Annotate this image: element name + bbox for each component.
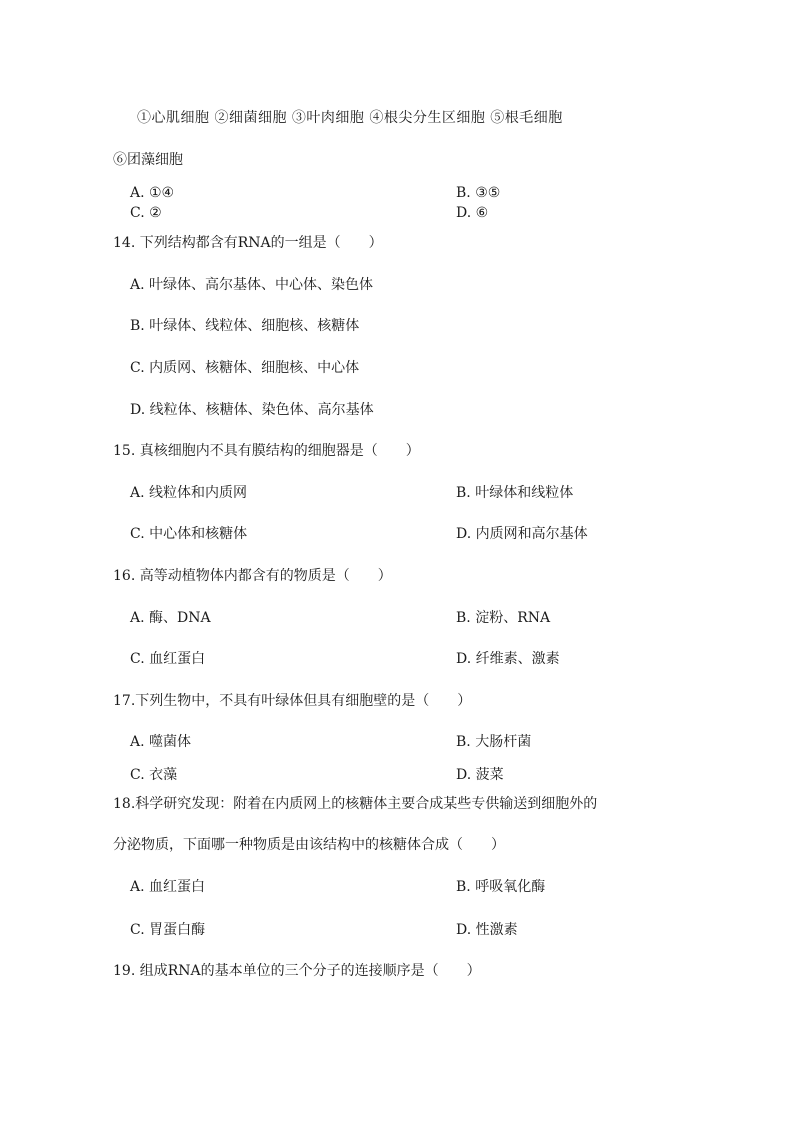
q18-stem-line-2: 分泌物质，下面哪一种物质是由该结构中的核糖体合成（ ） xyxy=(113,837,505,853)
q16-stem: 16. 高等动植物体内都含有的物质是（ ） xyxy=(113,568,392,584)
q13-cells-line: ①心肌细胞 ②细菌细胞 ③叶肉细胞 ④根尖分生区细胞 ⑤根毛细胞 xyxy=(137,110,563,126)
q16-option-a: A. 酶、DNA xyxy=(130,610,211,626)
q14-option-c: C. 内质网、核糖体、细胞核、中心体 xyxy=(130,360,360,376)
q13-option-c: C. ② xyxy=(130,205,162,221)
q13-cells-line-2: ⑥团藻细胞 xyxy=(113,152,183,168)
q13-option-a: A. ①④ xyxy=(130,185,175,201)
q17-stem: 17.下列生物中，不具有叶绿体但具有细胞壁的是（ ） xyxy=(113,693,472,709)
q13-option-d: D. ⑥ xyxy=(456,205,489,221)
q14-stem: 14. 下列结构都含有RNA的一组是（ ） xyxy=(113,235,383,251)
q16-option-d: D. 纤维素、激素 xyxy=(456,651,560,667)
q16-option-b: B. 淀粉、RNA xyxy=(456,610,551,626)
q15-stem: 15. 真核细胞内不具有膜结构的细胞器是（ ） xyxy=(113,443,420,459)
q17-option-a: A. 噬菌体 xyxy=(130,734,192,750)
q14-option-d: D. 线粒体、核糖体、染色体、高尔基体 xyxy=(130,402,374,418)
q17-option-d: D. 菠菜 xyxy=(456,767,504,783)
q14-option-a: A. 叶绿体、高尔基体、中心体、染色体 xyxy=(130,277,374,293)
q15-option-a: A. 线粒体和内质网 xyxy=(130,485,248,501)
q15-option-d: D. 内质网和高尔基体 xyxy=(456,526,588,542)
q17-option-b: B. 大肠杆菌 xyxy=(456,734,532,750)
q13-option-b: B. ③⑤ xyxy=(456,185,501,201)
q14-option-b: B. 叶绿体、线粒体、细胞核、核糖体 xyxy=(130,318,360,334)
q19-stem: 19. 组成RNA的基本单位的三个分子的连接顺序是（ ） xyxy=(113,963,481,979)
q15-option-b: B. 叶绿体和线粒体 xyxy=(456,485,574,501)
q17-option-c: C. 衣藻 xyxy=(130,767,178,783)
q16-option-c: C. 血红蛋白 xyxy=(130,651,206,667)
q18-option-d: D. 性激素 xyxy=(456,922,518,938)
q18-option-b: B. 呼吸氧化酶 xyxy=(456,879,546,895)
q18-stem-line-1: 18.科学研究发现：附着在内质网上的核糖体主要合成某些专供输送到细胞外的 xyxy=(113,796,598,812)
q18-option-a: A. 血红蛋白 xyxy=(130,879,206,895)
q18-option-c: C. 胃蛋白酶 xyxy=(130,922,206,938)
q15-option-c: C. 中心体和核糖体 xyxy=(130,526,248,542)
